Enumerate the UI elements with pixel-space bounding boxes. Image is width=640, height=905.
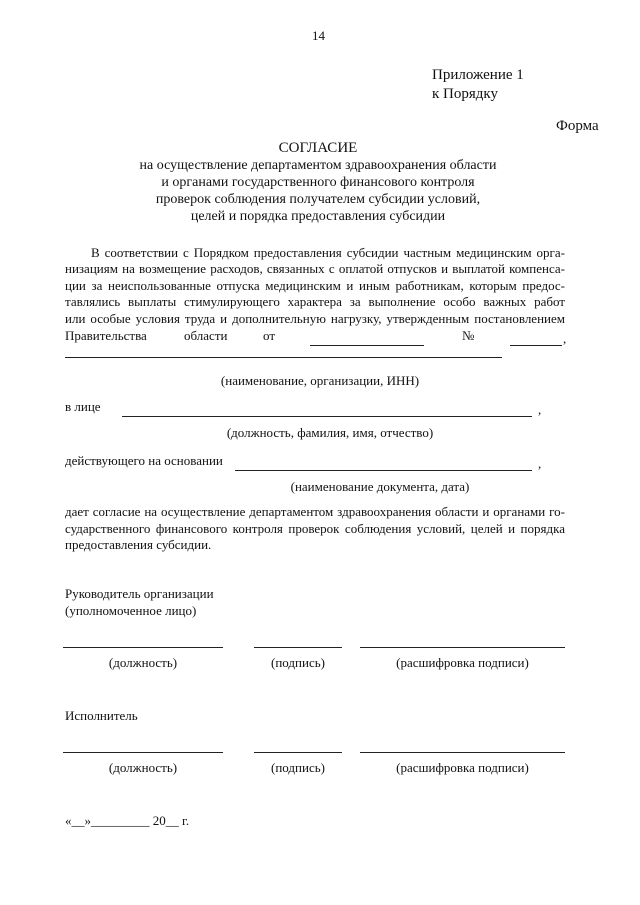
basis-caption: (наименование документа, дата) xyxy=(290,479,470,494)
intro-line: низациям на возмещение расходов, связанных с оплатой отпусков и выплатой компенса- xyxy=(65,261,565,277)
intro-paragraph xyxy=(65,245,565,327)
date-year-prefix: 20 xyxy=(152,813,166,828)
basis-blank-line[interactable] xyxy=(235,470,532,471)
date-close-quote: » xyxy=(84,813,91,828)
head-subtitle: (уполномоченное лицо) xyxy=(65,603,197,618)
date-year-suffix: г. xyxy=(182,813,190,828)
executor-signature-caption: (подпись) xyxy=(271,760,325,775)
head-position-caption: (должность) xyxy=(108,655,178,670)
consent-line: предоставления субсидии. xyxy=(65,537,212,552)
consent-line: сударственного финансового контроля проверок соблюдения условий, целей и порядка xyxy=(65,520,565,536)
head-decoding-caption: (расшифровка подписи) xyxy=(396,655,529,670)
title-line: целей и порядка предоставления субсидии xyxy=(190,209,446,224)
basis-comma: , xyxy=(538,456,542,471)
title-line: на осуществление департаментом здравоохранения области xyxy=(139,158,497,173)
title-subtitle xyxy=(100,157,536,225)
intro-word-government: Правительства xyxy=(65,328,147,343)
organization-blank-line[interactable] xyxy=(65,357,502,358)
in-person-label: в лице xyxy=(65,399,101,414)
executor-position-line[interactable] xyxy=(63,752,223,753)
date-line xyxy=(65,813,189,829)
person-blank-line[interactable] xyxy=(122,416,532,417)
date-month-blank[interactable]: _________ xyxy=(91,813,150,828)
head-title: Руководитель организации xyxy=(65,586,214,601)
form-label: Форма xyxy=(556,118,599,134)
date-year-blank[interactable]: __ xyxy=(165,813,179,828)
appendix-block xyxy=(432,66,524,104)
person-comma: , xyxy=(538,402,542,417)
page-number: 14 xyxy=(312,28,325,43)
executor-decoding-line[interactable] xyxy=(360,752,565,753)
intro-word-from: от xyxy=(263,328,276,343)
person-caption: (должность, фамилия, имя, отчество) xyxy=(226,425,434,440)
date-day-blank[interactable]: __ xyxy=(71,813,85,828)
intro-line: или особые условия труда и дополнительную нагрузку, утвержденным постановлением xyxy=(65,310,565,326)
intro-word-region: области xyxy=(184,328,228,343)
title-line: проверок соблюдения получателем субсидии условий, xyxy=(155,192,481,207)
executor-decoding-caption: (расшифровка подписи) xyxy=(396,760,529,775)
appendix-line-1: Приложение 1 xyxy=(432,67,524,83)
title-line: и органами государственного финансового контроля xyxy=(161,175,475,190)
intro-line: В соответствии с Порядком предоставления субсидии частным медицинским орга- xyxy=(91,245,565,260)
head-decoding-line[interactable] xyxy=(360,647,565,648)
head-signatory-block xyxy=(65,585,214,619)
document-title: СОГЛАСИЕ xyxy=(278,140,358,156)
executor-signature-line[interactable] xyxy=(254,752,342,753)
intro-line: ции за неиспользованные отпуска медицинским и иным работникам, которым предос- xyxy=(65,277,565,293)
basis-label: действующего на основании xyxy=(65,453,223,468)
number-sign: № xyxy=(462,328,475,343)
executor-label: Исполнитель xyxy=(65,708,138,723)
consent-line: дает согласие на осуществление департаментом здравоохранения области и органами го- xyxy=(65,504,565,519)
date-open-quote: « xyxy=(65,813,72,828)
consent-paragraph xyxy=(65,504,565,554)
executor-position-caption: (должность) xyxy=(108,760,178,775)
intro-comma: , xyxy=(563,331,567,346)
date-blank-line[interactable] xyxy=(310,345,424,346)
head-signature-line[interactable] xyxy=(254,647,342,648)
head-position-line[interactable] xyxy=(63,647,223,648)
number-blank-line[interactable] xyxy=(510,345,562,346)
organization-caption: (наименование, организации, ИНН) xyxy=(220,373,420,388)
head-signature-caption: (подпись) xyxy=(271,655,325,670)
intro-line: тавлялись выплаты стимулирующего характера за выполнение особо важных работ xyxy=(65,294,565,310)
appendix-line-2: к Порядку xyxy=(432,86,498,102)
